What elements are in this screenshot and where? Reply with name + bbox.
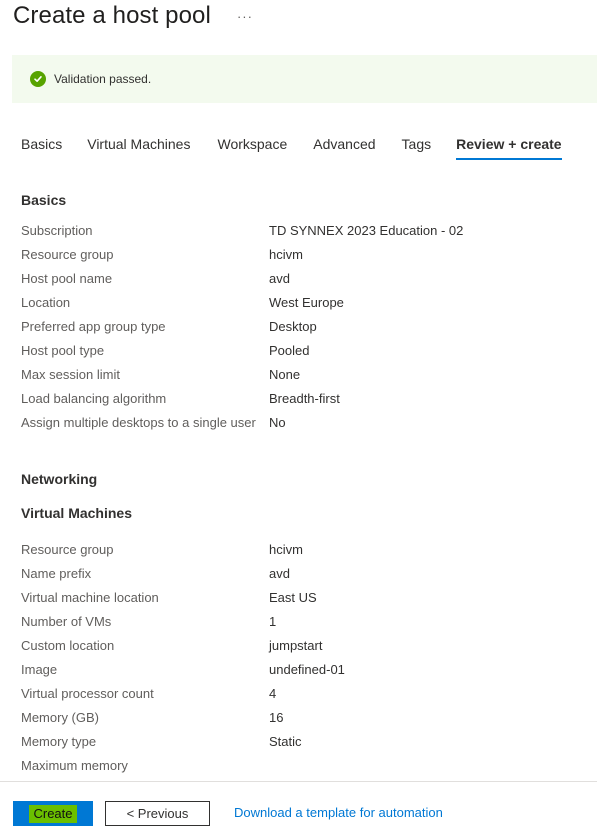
tab-workspace[interactable]: Workspace <box>217 136 288 152</box>
value-vm-resource-group: hcivm <box>269 542 303 557</box>
title-row <box>13 0 253 32</box>
value-name-prefix: avd <box>269 566 290 581</box>
value-max-session-limit: None <box>269 367 301 382</box>
value-custom-location: jumpstart <box>269 638 323 653</box>
value-vm-location: East US <box>269 590 317 605</box>
more-options-icon[interactable]: ··· <box>236 8 253 24</box>
value-memory-gb: 16 <box>269 710 284 725</box>
label-location: Location <box>21 295 71 310</box>
value-preferred-app-group-type: Desktop <box>269 319 317 334</box>
footer-divider <box>0 781 597 782</box>
label-subscription: Subscription <box>21 223 93 238</box>
label-memory-gb: Memory (GB) <box>21 710 99 725</box>
label-name-prefix: Name prefix <box>21 566 92 581</box>
label-number-of-vms: Number of VMs <box>21 614 112 629</box>
section-title-basics: Basics <box>21 192 67 208</box>
page-title: Create a host pool <box>13 2 211 29</box>
create-button[interactable] <box>13 801 93 826</box>
wizard-tabs <box>21 134 562 162</box>
tab-basics[interactable]: Basics <box>21 136 63 152</box>
previous-button[interactable]: < Previous <box>105 801 210 826</box>
label-maximum-memory: Maximum memory <box>21 758 128 773</box>
tab-review-create[interactable]: Review + create <box>456 134 561 160</box>
section-title-networking: Networking <box>21 471 98 487</box>
label-vm-location: Virtual machine location <box>21 590 159 605</box>
label-host-pool-type: Host pool type <box>21 343 105 358</box>
label-vm-resource-group: Resource group <box>21 542 114 557</box>
value-assign-multiple-desktops: No <box>269 415 286 430</box>
label-load-balancing-algorithm: Load balancing algorithm <box>21 391 167 406</box>
label-max-session-limit: Max session limit <box>21 367 120 382</box>
value-number-of-vms: 1 <box>269 614 277 629</box>
validation-banner <box>12 55 597 103</box>
value-host-pool-name: avd <box>269 271 290 286</box>
create-button-label: Create <box>29 805 76 823</box>
value-virtual-processor-count: 4 <box>269 686 277 701</box>
label-virtual-processor-count: Virtual processor count <box>21 686 154 701</box>
section-title-virtual-machines: Virtual Machines <box>21 505 133 521</box>
value-subscription: TD SYNNEX 2023 Education - 02 <box>269 223 464 238</box>
label-preferred-app-group-type: Preferred app group type <box>21 319 166 334</box>
label-assign-multiple-desktops: Assign multiple desktops to a single user <box>21 415 256 430</box>
tab-advanced[interactable]: Advanced <box>313 136 376 152</box>
value-load-balancing-algorithm: Breadth-first <box>269 391 340 406</box>
validation-message: Validation passed. <box>54 72 152 86</box>
label-resource-group: Resource group <box>21 247 114 262</box>
value-image: undefined-01 <box>269 662 345 677</box>
value-host-pool-type: Pooled <box>269 343 310 358</box>
value-memory-type: Static <box>269 734 302 749</box>
check-circle-icon <box>30 71 46 87</box>
value-resource-group: hcivm <box>269 247 303 262</box>
download-template-link[interactable]: Download a template for automation <box>234 805 443 820</box>
tab-virtual-machines[interactable]: Virtual Machines <box>87 136 191 152</box>
label-host-pool-name: Host pool name <box>21 271 113 286</box>
label-memory-type: Memory type <box>21 734 97 749</box>
value-location: West Europe <box>269 295 344 310</box>
label-custom-location: Custom location <box>21 638 115 653</box>
label-image: Image <box>21 662 58 677</box>
tab-tags[interactable]: Tags <box>401 136 432 152</box>
